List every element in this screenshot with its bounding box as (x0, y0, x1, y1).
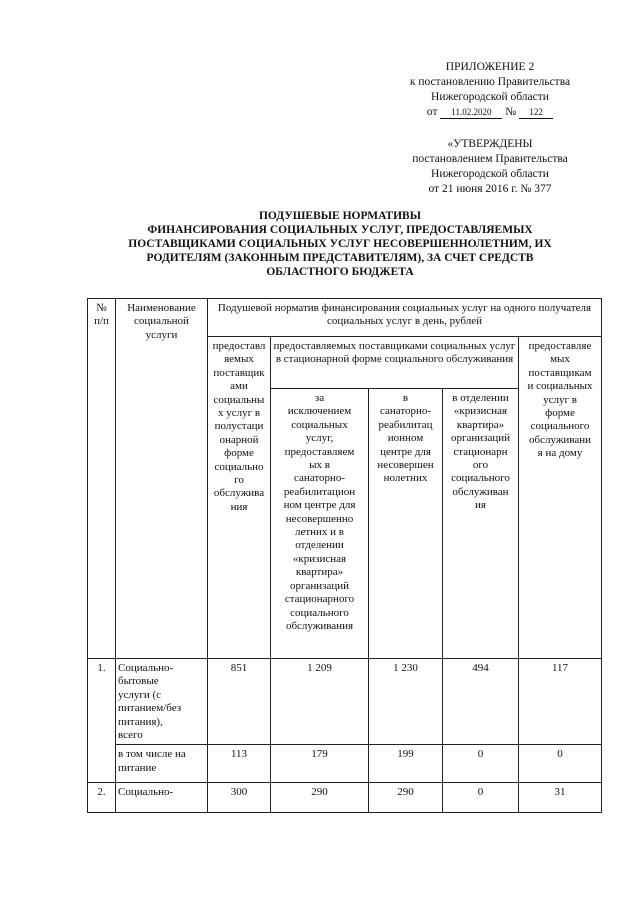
header-stationary-crisis: в отделении «кризисная квартира» организаций стационарн ого социального обслуживан ия (443, 389, 519, 659)
value-stationary-except: 179 (271, 745, 369, 783)
appendix-title: ПРИЛОЖЕНИЕ 2 (445, 61, 535, 73)
ot-label: от (426, 106, 438, 118)
approved-line-1: «УТВЕРЖДЕНЫ (447, 138, 533, 150)
approved-line-4: от 21 июня 2016 г. № 377 (428, 183, 552, 195)
appendix-date-line (380, 105, 600, 120)
appendix-block (380, 60, 600, 120)
row-num: 2. (88, 783, 116, 813)
approved-line-2: постановлением Правительства (412, 153, 568, 165)
value-stationary-sanatorium: 1 230 (369, 659, 443, 745)
value-stationary-crisis: 494 (443, 659, 519, 745)
value-semistationary: 300 (208, 783, 271, 813)
row-num: 1. (88, 659, 116, 783)
header-service-name: Наименование социальной услуги (116, 299, 208, 659)
approved-line-3: Нижегородской области (431, 168, 549, 180)
row-service-name: Социально- (116, 783, 208, 813)
table-row (88, 659, 602, 745)
header-stationary-sanatorium: в санаторно- реабилитац ионном центре для несовершен нолетних (369, 389, 443, 659)
value-home: 0 (519, 745, 602, 783)
title-line-2: ФИНАНСИРОВАНИЯ СОЦИАЛЬНЫХ УСЛУГ, ПРЕДОСТАВЛЯЕМЫХ (147, 224, 533, 236)
appendix-number: 122 (519, 107, 553, 119)
number-label: № (505, 106, 517, 118)
header-normative: Подушевой норматив финансирования социальных услуг на одного получателя социальных услуг в день, рублей (208, 299, 602, 337)
value-semistationary: 113 (208, 745, 271, 783)
value-stationary-crisis: 0 (443, 745, 519, 783)
header-stationary-except: за исключением социальных услуг, предоставляем ых в санаторно- реабилитацион ном центре для несовершенно летних и в отделении «кризисная квартира» организаций стационарного социального обслуживания (271, 389, 369, 659)
row-service-name: в том числе на питание (116, 745, 208, 783)
approved-block (380, 137, 600, 197)
table-row (88, 745, 602, 783)
header-stationary: предоставляемых поставщиками социальных услуг в стационарной форме социального обслуживания (271, 337, 519, 389)
document-title (90, 209, 590, 279)
table-row (88, 783, 602, 813)
appendix-line-2: Нижегородской области (431, 91, 549, 103)
title-line-1: ПОДУШЕВЫЕ НОРМАТИВЫ (258, 210, 422, 222)
row-service-name: Социально- бытовые услуги (с питанием/без питания), всего (116, 659, 208, 745)
header-home: предоставляе мых поставщикам и социальных услуг в форме социального обслуживани я на дому (519, 337, 602, 659)
value-stationary-except: 290 (271, 783, 369, 813)
value-semistationary: 851 (208, 659, 271, 745)
value-home: 117 (519, 659, 602, 745)
title-line-5: ОБЛАСТНОГО БЮДЖЕТА (266, 266, 414, 278)
header-row-1 (88, 299, 602, 337)
appendix-date: 11.02.2020 (440, 107, 502, 119)
value-stationary-sanatorium: 199 (369, 745, 443, 783)
value-stationary-sanatorium: 290 (369, 783, 443, 813)
value-stationary-crisis: 0 (443, 783, 519, 813)
header-semistationary: предоставл яемых поставщик ами социальны х услуг в полустаци онарной форме социально го обслужива ния (208, 337, 271, 659)
norms-table (87, 298, 602, 813)
title-line-4: РОДИТЕЛЯМ (ЗАКОННЫМ ПРЕДСТАВИТЕЛЯМ), ЗА СЧЕТ СРЕДСТВ (146, 252, 534, 264)
value-home: 31 (519, 783, 602, 813)
title-line-3: ПОСТАВЩИКАМИ СОЦИАЛЬНЫХ УСЛУГ НЕСОВЕРШЕННОЛЕТНИМ, ИХ (128, 238, 552, 250)
appendix-line-1: к постановлению Правительства (409, 76, 571, 88)
value-stationary-except: 1 209 (271, 659, 369, 745)
header-num: № п/п (88, 299, 116, 659)
